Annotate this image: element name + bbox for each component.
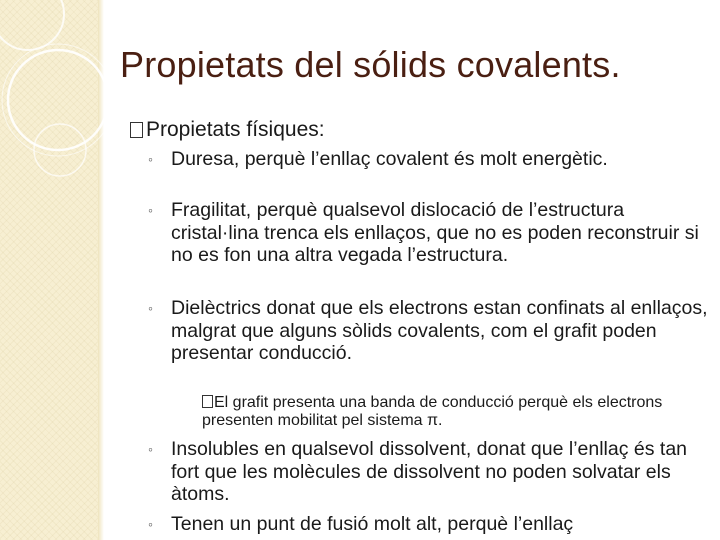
slide-title: Propietats del sólids covalents.: [120, 44, 621, 85]
level1-label: Propietats físiques:: [146, 118, 325, 141]
sub-bullet: [202, 394, 702, 430]
list-item: [148, 438, 713, 506]
list-item-text: Dielèctrics donat que els electrons estan confinats al enllaços, malgrat que alguns sòlids covalents, com el grafit poden presentar conducció.: [171, 297, 708, 364]
list-item: [148, 199, 713, 267]
bullet-marker-icon: ◦: [148, 441, 153, 457]
sub-bullet-text: El grafit presenta una banda de conducció perquè els electrons presenten mobilitat pel sistema π.: [202, 394, 663, 429]
level1-bullet: [130, 118, 325, 142]
list-item: [148, 297, 713, 365]
missing-glyph-icon: [202, 395, 213, 408]
list-item-text: Insolubles en qualsevol dissolvent, donat que l’enllaç és tan fort que les molècules de dissolvent no poden solvatar els àtoms.: [171, 438, 688, 505]
list-item-text: Tenen un punt de fusió molt alt, perquè l’enllaç: [171, 513, 574, 535]
bullet-marker-icon: ◦: [148, 300, 153, 316]
bullet-marker-icon: ◦: [148, 151, 153, 167]
list-item-text: Fragilitat, perquè qualsevol dislocació de l’estructura cristal·lina trenca els enllaços, que no es poden reconstruir si no es fon una altra vegada l’estructura.: [171, 199, 699, 266]
bullet-marker-icon: ◦: [148, 202, 153, 218]
missing-glyph-icon: [130, 122, 143, 138]
decorative-circles: [0, 0, 140, 200]
list-item: [148, 148, 713, 171]
list-item: [148, 513, 713, 536]
list-item-text: Duresa, perquè l’enllaç covalent és molt energètic.: [171, 148, 608, 170]
bullet-marker-icon: ◦: [148, 516, 153, 532]
